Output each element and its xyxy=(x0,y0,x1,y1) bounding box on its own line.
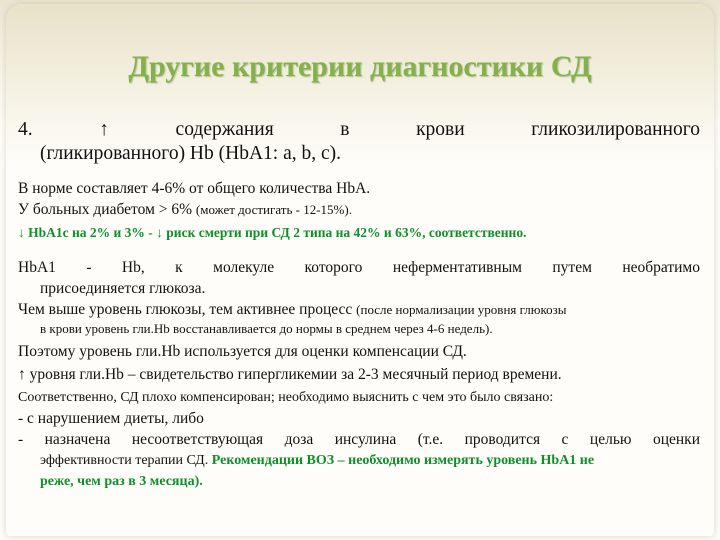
process-line1 xyxy=(18,299,700,320)
process-note: (после нормализации уровня глюкозы xyxy=(356,302,567,317)
diabetes-text xyxy=(18,199,700,220)
insulin-cont: эффективности терапии СД. xyxy=(40,453,212,468)
who-recommendation-end: реже, чем раз в 3 месяца). xyxy=(40,474,203,489)
process-line2: в крови уровень гли.Hb восстанавливается до нормы в среднем через 4-6 недель). xyxy=(40,321,493,336)
insulin-line1: - назначена несоответствующая доза инсулина (т.е. проводится с целью оценки xyxy=(18,431,700,448)
who-recommendation: Рекомендации ВОЗ – необходимо измерять уровень HbA1 не xyxy=(211,453,595,468)
insulin-line2 xyxy=(18,450,700,471)
diabetes-note: (может достигать - 12-15%). xyxy=(195,202,352,217)
slide-body xyxy=(18,118,700,492)
norm-text: В норме составляет 4-6% от общего количества HbA. xyxy=(18,180,371,197)
hba1-line2: присоединяется глюкоза. xyxy=(40,280,206,297)
risk-text: ↓ HbA1c на 2% и 3% - ↓ риск смерти при СД 2 типа на 42% и 63%, соответственно. xyxy=(18,225,527,240)
spacer xyxy=(18,243,700,257)
diet-text: - с нарушением диеты, либо xyxy=(18,410,204,427)
process-main: Чем выше уровень глюкозы, тем активнее процесс xyxy=(18,301,357,318)
level-text: ↑ уровня гли.Hb – свидетельство гипергликемии за 2-3 месячный период времени. xyxy=(18,366,562,383)
therefore-text: Поэтому уровень гли.Hb используется для оценки компенсации СД. xyxy=(18,343,467,360)
slide-title: Другие критерии диагностики СД xyxy=(128,50,592,83)
item4-line1: 4. ↑ содержания в крови гликозилированного xyxy=(18,119,700,140)
item4-line2: (гликированного) Hb (HbA1: a, b, c). xyxy=(40,143,342,164)
diabetes-main: У больных диабетом > 6% xyxy=(18,201,196,218)
consequently-text: Соответственно, СД плохо компенсирован; необходимо выяснить с чем это было связано: xyxy=(18,390,554,405)
hba1-line1: HbA1 - Hb, к молекуле которого неферментативным путем необратимо xyxy=(18,259,700,276)
spacer xyxy=(18,166,700,178)
